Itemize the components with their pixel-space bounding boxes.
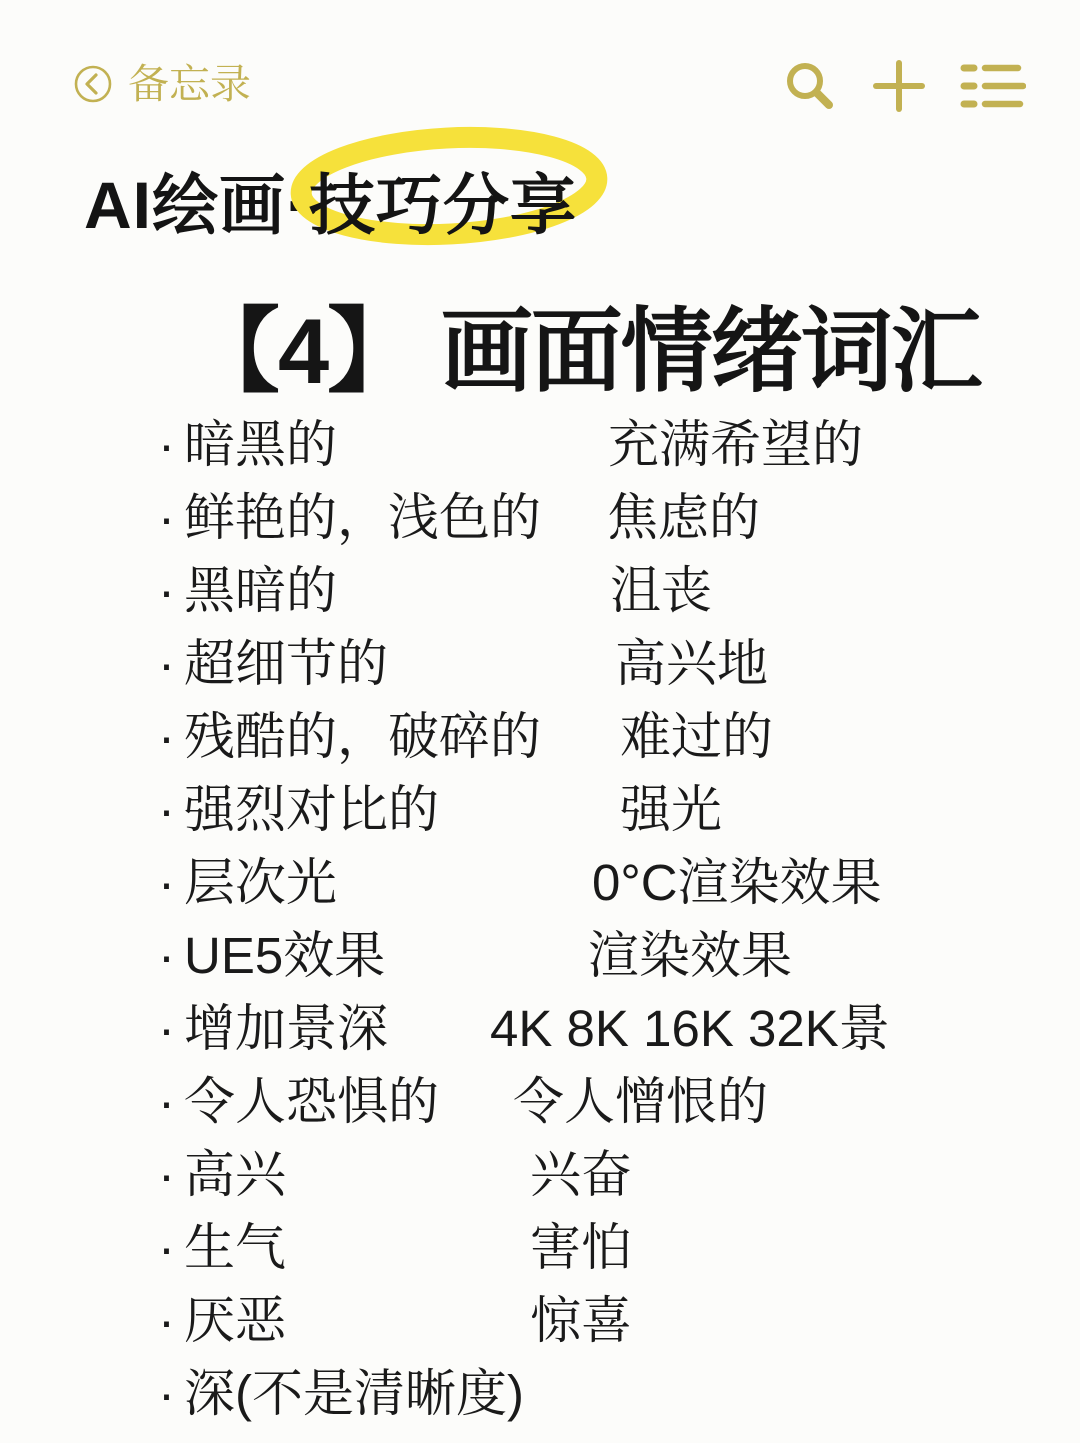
list-item [158,1284,1058,1357]
search-button[interactable] [782,58,838,119]
chevron-left-circle-icon [72,63,114,105]
note-title [84,152,577,247]
list-item [158,919,1058,992]
vocab-left: 深(不是清晰度) [184,1365,524,1422]
bulleted-list-icon [960,60,1026,112]
list-item [158,1211,1058,1284]
search-icon [782,58,838,114]
vocab-left: UE5效果 [184,927,386,984]
list-item [158,700,1058,773]
list-item [158,554,1058,627]
bullet: · [158,1073,175,1130]
bullet: · [158,1146,175,1203]
back-button[interactable] [72,60,251,108]
nav-bar [0,0,1080,135]
list-item [158,627,1058,700]
bullet: · [158,562,175,619]
note-title-highlight-text: 技巧分享 [308,168,577,242]
vocab-left: 鲜艳的，浅色的 [184,489,542,546]
vocab-right: 渲染效果 [588,927,793,984]
vocab-right: 害怕 [530,1219,633,1276]
vocab-left: 高兴 [184,1146,287,1203]
list-item [158,408,1058,481]
back-label: 备忘录 [128,61,251,107]
list-item [158,773,1058,846]
vocab-right: 难过的 [620,708,774,765]
vocab-left: 层次光 [184,854,338,911]
vocab-right: 焦虑的 [607,489,761,546]
vocab-right: 沮丧 [610,562,713,619]
vocab-right: 惊喜 [530,1292,633,1349]
vocab-right: 令人憎恨的 [513,1073,769,1130]
list-item [158,1065,1058,1138]
list-item [158,992,1058,1065]
note-title-highlight [309,152,577,247]
vocab-left: 增加景深 [184,1000,389,1057]
list-item [158,1138,1058,1211]
note-title-prefix: AI绘画· [84,168,309,242]
vocab-right: 高兴地 [615,635,769,692]
vocab-list [158,408,1058,1430]
plus-icon [872,59,926,113]
vocab-right: 0°C渲染效果 [592,854,882,911]
bullet: · [158,854,175,911]
bullet: · [158,635,175,692]
section-heading: 【4】 画面情绪词汇 [188,301,981,403]
bullet: · [158,1219,175,1276]
list-item [158,1357,1058,1430]
bullet: · [158,1000,175,1057]
list-item [158,846,1058,919]
vocab-left: 强烈对比的 [184,781,440,838]
nav-actions [782,58,1026,119]
vocab-left: 厌恶 [184,1292,287,1349]
vocab-left: 黑暗的 [184,562,338,619]
vocab-right: 强光 [620,781,723,838]
vocab-left: 令人恐惧的 [184,1073,440,1130]
note-list-button[interactable] [960,60,1026,117]
new-note-button[interactable] [872,59,926,118]
vocab-right: 4K 8K 16K 32K景 [490,1000,890,1057]
vocab-left: 生气 [184,1219,287,1276]
bullet: · [158,416,175,473]
bullet: · [158,927,175,984]
list-item [158,481,1058,554]
bullet: · [158,1292,175,1349]
bullet: · [158,708,175,765]
bullet: · [158,1365,175,1422]
vocab-right: 兴奋 [530,1146,633,1203]
bullet: · [158,781,175,838]
vocab-left: 残酷的，破碎的 [184,708,542,765]
bullet: · [158,489,175,546]
vocab-left: 暗黑的 [184,416,338,473]
vocab-left: 超细节的 [184,635,389,692]
vocab-right: 充满希望的 [608,416,864,473]
